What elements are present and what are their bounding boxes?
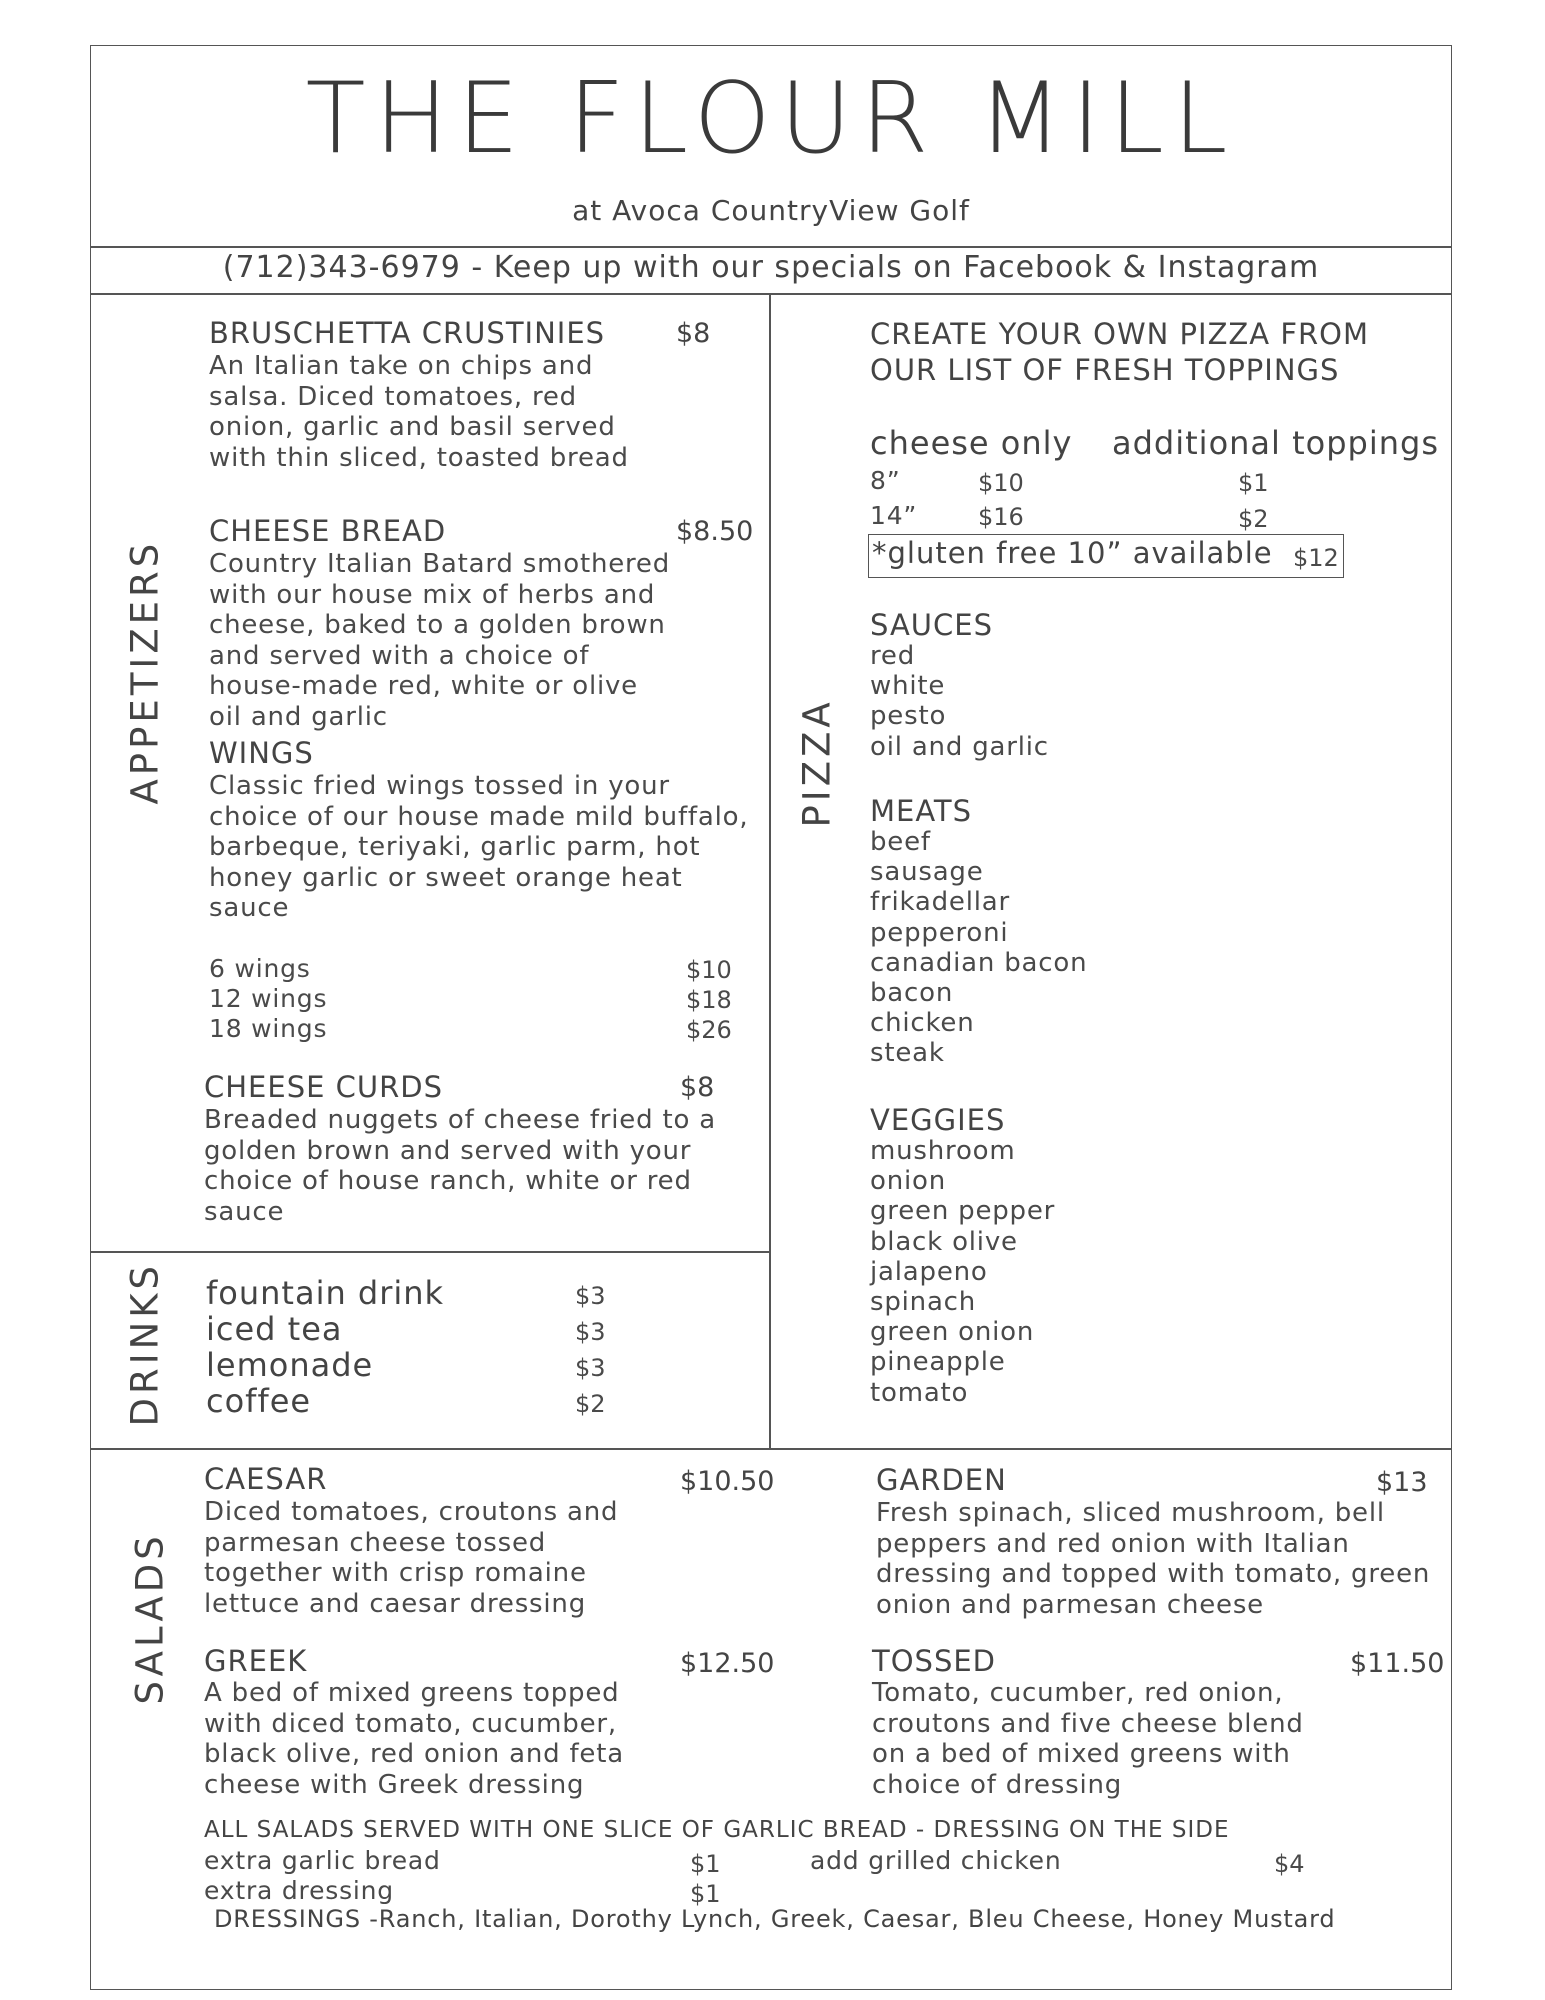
cheese-bread-description: Country Italian Batard smothered with our house mix of herbs and cheese, baked to a golden brown and served with a choice of house-made red, white or olive oil and garlic	[209, 549, 671, 732]
gluten-free-text: *gluten free 10” available	[872, 536, 1273, 570]
cheese-curds-description: Breaded nuggets of cheese fried to a golden brown and served with your choice of house ranch, white or red sauce	[204, 1105, 716, 1227]
sauce-item: pesto	[870, 701, 947, 732]
pizza-topping-price: $2	[1238, 505, 1269, 533]
bruschetta-name: BRUSCHETTA CRUSTINIES	[209, 316, 606, 350]
salads-section-label: SALADS	[128, 1532, 172, 1705]
wings-option-label: 6 wings	[209, 954, 311, 983]
cheese-curds-price: $8	[680, 1072, 715, 1103]
sauce-item: red	[870, 641, 916, 671]
pizza-cheese-price: $10	[978, 469, 1024, 497]
meat-item: frikadellar	[870, 887, 1010, 918]
pizza-topping-price: $1	[1238, 469, 1269, 497]
pizza-col-cheese-only: cheese only	[870, 424, 1073, 462]
wings-description: Classic fried wings tossed in your choice of our house made mild buffalo, barbeque, teriyaki, garlic parm, hot honey garlic or sweet orange heat sauce	[209, 771, 749, 923]
veggie-item: green pepper	[870, 1196, 1056, 1227]
drink-price: $2	[575, 1390, 606, 1418]
column-divider	[769, 293, 771, 1448]
wings-option-price: $26	[686, 1016, 732, 1044]
cheese-bread-name: CHEESE BREAD	[209, 514, 447, 548]
veggie-item: jalapeno	[870, 1256, 988, 1287]
drink-name: lemonade	[206, 1346, 374, 1384]
extra-label: extra dressing	[204, 1876, 394, 1905]
tossed-name: TOSSED	[872, 1644, 997, 1678]
garden-price: $13	[1376, 1467, 1428, 1498]
caesar-description: Diced tomatoes, croutons and parmesan cheese tossed together with crisp romaine lettuce and caesar dressing	[204, 1497, 619, 1619]
drink-name: coffee	[206, 1382, 312, 1420]
pizza-size: 14”	[870, 501, 918, 530]
gluten-free-price: $12	[1293, 544, 1339, 572]
veggie-item: tomato	[870, 1377, 969, 1408]
veggie-item: mushroom	[870, 1136, 1016, 1166]
meats-title: MEATS	[870, 794, 973, 828]
pizza-section-label: PIZZA	[795, 698, 839, 828]
header-divider	[90, 246, 1452, 248]
pizza-col-additional: additional toppings	[1112, 424, 1439, 462]
greek-description: A bed of mixed greens topped with diced tomato, cucumber, black olive, red onion and feta cheese with Greek dressing	[204, 1678, 624, 1800]
wings-option-label: 12 wings	[209, 984, 328, 1013]
appetizers-drinks-divider	[90, 1251, 770, 1253]
cheese-curds-name: CHEESE CURDS	[204, 1070, 444, 1104]
tossed-price: $11.50	[1350, 1648, 1445, 1679]
veggie-item: black olive	[870, 1226, 1018, 1257]
sauce-item: oil and garlic	[870, 731, 1049, 762]
drink-price: $3	[575, 1282, 606, 1310]
bruschetta-price: $8	[676, 318, 711, 349]
contact-line: (712)343-6979 - Keep up with our specials on Facebook & Instagram	[222, 250, 1320, 285]
restaurant-title: THE FLOUR MILL	[305, 62, 1237, 176]
pizza-cheese-price: $16	[978, 503, 1024, 531]
pizza-heading-line1: CREATE YOUR OWN PIZZA FROM	[870, 317, 1370, 351]
sauce-item: white	[870, 671, 946, 702]
cheese-bread-price: $8.50	[676, 516, 754, 547]
caesar-price: $10.50	[680, 1466, 775, 1497]
wings-name: WINGS	[209, 736, 314, 770]
drink-price: $3	[575, 1318, 606, 1346]
meats-list	[870, 827, 1087, 1069]
pizza-heading-line2: OUR LIST OF FRESH TOPPINGS	[870, 353, 1340, 387]
extra-price: $1	[690, 1850, 721, 1878]
garden-description: Fresh spinach, sliced mushroom, bell peppers and red onion with Italian dressing and topped with tomato, green onion and parmesan cheese	[876, 1498, 1431, 1620]
appetizers-section-label: APPETIZERS	[123, 539, 167, 805]
greek-price: $12.50	[680, 1648, 775, 1679]
greek-name: GREEK	[204, 1644, 308, 1678]
drink-name: fountain drink	[206, 1274, 445, 1312]
restaurant-subtitle: at Avoca CountryView Golf	[572, 194, 970, 227]
drinks-section-label: DRINKS	[123, 1261, 167, 1427]
extra-label: add grilled chicken	[810, 1846, 1062, 1875]
caesar-name: CAESAR	[204, 1462, 328, 1496]
meat-item: sausage	[870, 857, 984, 888]
meat-item: chicken	[870, 1008, 975, 1039]
meat-item: pepperoni	[870, 917, 1009, 948]
dressings-list: DRESSINGS -Ranch, Italian, Dorothy Lynch, Greek, Caesar, Bleu Cheese, Honey Mustard	[214, 1905, 1336, 1933]
wings-option-label: 18 wings	[209, 1014, 328, 1043]
salads-divider	[90, 1448, 1452, 1450]
salads-note: ALL SALADS SERVED WITH ONE SLICE OF GARLIC BREAD - DRESSING ON THE SIDE	[204, 1817, 1230, 1843]
garden-name: GARDEN	[876, 1463, 1007, 1497]
meat-item: bacon	[870, 978, 954, 1009]
sauces-title: SAUCES	[870, 608, 993, 642]
wings-option-price: $18	[686, 986, 732, 1014]
tossed-description: Tomato, cucumber, red onion, croutons and five cheese blend on a bed of mixed greens with choice of dressing	[872, 1678, 1304, 1800]
wings-option-price: $10	[686, 956, 732, 984]
veggie-item: pineapple	[870, 1347, 1006, 1378]
sauces-list	[870, 641, 1049, 762]
drink-price: $3	[575, 1354, 606, 1382]
bruschetta-description: An Italian take on chips and salsa. Diced tomatoes, red onion, garlic and basil served with thin sliced, toasted bread	[209, 351, 629, 473]
veggie-item: spinach	[870, 1287, 977, 1318]
extra-label: extra garlic bread	[204, 1846, 441, 1875]
pizza-size: 8”	[870, 466, 901, 495]
veggies-title: VEGGIES	[870, 1103, 1006, 1137]
extra-price: $1	[690, 1880, 721, 1908]
veggie-item: green onion	[870, 1317, 1035, 1348]
extra-price: $4	[1274, 1850, 1305, 1878]
meat-item: canadian bacon	[870, 947, 1088, 978]
veggie-item: onion	[870, 1166, 946, 1197]
contact-divider	[90, 293, 1452, 295]
meat-item: beef	[870, 827, 931, 857]
drink-name: iced tea	[206, 1310, 343, 1348]
meat-item: steak	[870, 1038, 945, 1069]
veggies-list	[870, 1136, 1055, 1408]
